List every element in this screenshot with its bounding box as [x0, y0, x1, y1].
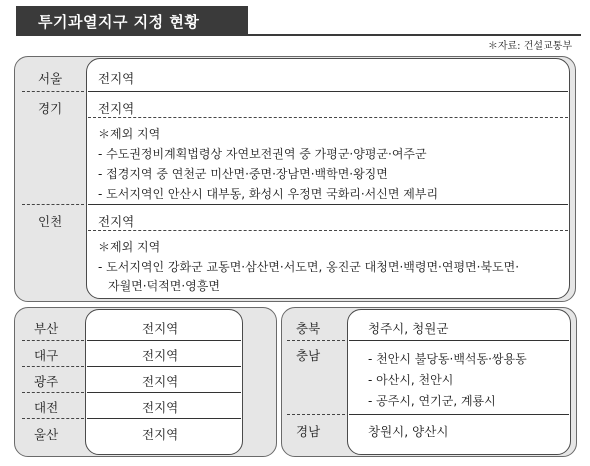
region-label-gwangju: 광주 [34, 374, 59, 389]
source-note: ＊자료: 건설교통부 [487, 41, 572, 52]
exclusion-header-gyeonggi: ＊제외 지역 [98, 127, 161, 141]
region-value-chungbuk: 청주시, 청원군 [368, 321, 449, 336]
row-divider [88, 117, 568, 118]
row-divider [88, 230, 568, 231]
exclusion-item: - 도서지역인 안산시 대부동, 화성시 우정면 국화리·서신면 제부리 [98, 187, 439, 201]
row-divider [287, 414, 345, 415]
region-label-seoul: 서울 [38, 71, 63, 86]
exclusion-item: - 수도권정비계획법령상 자연보전권역 중 가평군·양평군·여주군 [98, 147, 427, 161]
region-label-chungbuk: 충북 [296, 321, 321, 336]
region-value-ulsan: 전지역 [142, 427, 179, 442]
row-divider [22, 340, 84, 341]
region-item-chungnam: - 천안시 불당동·백석동·쌍용동 [368, 352, 527, 366]
region-label-gyeongnam: 경남 [296, 424, 321, 439]
region-value-gwangju: 전지역 [142, 374, 179, 389]
row-divider [22, 204, 84, 205]
page-title: 투기과열지구 지정 현황 [16, 6, 248, 36]
region-item-chungnam: - 아산시, 천안시 [368, 373, 454, 387]
region-value-daejeon: 전지역 [142, 400, 179, 415]
row-divider [88, 91, 568, 92]
region-value-daegu: 전지역 [142, 348, 179, 363]
region-value-gyeonggi: 전지역 [98, 101, 135, 116]
row-divider [349, 414, 569, 415]
region-value-seoul: 전지역 [98, 71, 135, 86]
region-label-gyeonggi: 경기 [38, 101, 63, 116]
exclusion-item: - 도서지역인 강화군 교동면·삼산면·서도면, 옹진군 대청면·백령면·연평면·북도면· [98, 260, 520, 274]
region-label-incheon: 인천 [38, 214, 63, 229]
row-divider [87, 340, 241, 341]
region-label-ulsan: 울산 [34, 427, 59, 442]
exclusion-header-incheon: ＊제외 지역 [98, 240, 161, 254]
region-label-busan: 부산 [34, 321, 59, 336]
region-value-busan: 전지역 [142, 321, 179, 336]
row-divider [87, 392, 241, 393]
row-divider [87, 366, 241, 367]
region-value-gyeongnam: 창원시, 양산시 [368, 424, 449, 439]
row-divider [349, 340, 569, 341]
row-divider [87, 418, 241, 419]
row-divider [22, 91, 84, 92]
row-divider [22, 392, 84, 393]
row-divider [22, 366, 84, 367]
row-divider [88, 204, 568, 205]
region-item-chungnam: - 공주시, 연기군, 계룡시 [368, 394, 496, 408]
title-rule [16, 34, 581, 36]
region-value-incheon: 전지역 [98, 214, 135, 229]
exclusion-item: - 접경지역 중 연천군 미산면·중면·장남면·백학면·왕징면 [98, 167, 388, 181]
region-label-daegu: 대구 [34, 348, 59, 363]
row-divider [22, 418, 84, 419]
region-label-chungnam: 충남 [296, 348, 321, 363]
region-label-daejeon: 대전 [34, 400, 59, 415]
exclusion-item: 자월면·덕적면·영흥면 [108, 279, 220, 293]
row-divider [287, 340, 345, 341]
